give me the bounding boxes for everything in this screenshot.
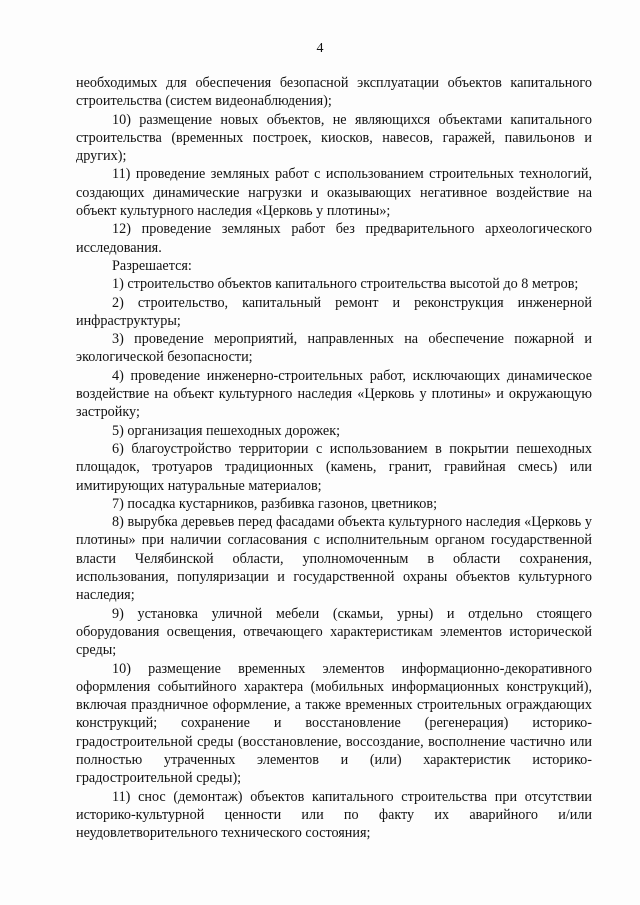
paragraph-allowed-10: 10) размещение временных элементов информационно-декоративного оформления событийного характера (мобильных информационных конструкций), включая праздничное оформление, а также временных строительных ограждающих конструкций; сохранение и восстановление (регенерация) историко-градостроительной среды (восстановление, воссоздание, восполнение частично или полностью утраченных элементов и (или) характеристик историко-градостроительной среды); bbox=[76, 660, 592, 787]
paragraph-prohibited-12: 12) проведение земляных работ без предварительного археологического исследования. bbox=[76, 221, 592, 256]
paragraph-allowed-4: 4) проведение инженерно-строительных работ, исключающих динамическое воздействие на объект культурного наследия «Церковь у плотины» и окружающую застройку; bbox=[76, 367, 592, 421]
paragraph-allowed-9: 9) установка уличной мебели (скамьи, урны) и отдельно стоящего оборудования освещения, отвечающего характеристикам элементов исторической среды; bbox=[76, 605, 592, 659]
paragraph-allowed-3: 3) проведение мероприятий, направленных на обеспечение пожарной и экологической безопасности; bbox=[76, 331, 592, 366]
paragraph-prohibited-10: 10) размещение новых объектов, не являющихся объектами капитального строительства (временных построек, киосков, навесов, гаражей, павильонов и других); bbox=[76, 111, 592, 165]
page-number: 4 bbox=[316, 41, 324, 56]
paragraph-allowed-8: 8) вырубка деревьев перед фасадами объекта культурного наследия «Церковь у плотины» при наличии согласования с исполнительным органом государственной власти Челябинской области, уполномоченным в области сохранения, использования, популяризации и государственной охраны объектов культурного наследия; bbox=[76, 514, 592, 604]
paragraph-continuation: необходимых для обеспечения безопасной эксплуатации объектов капитального строительства (систем видеонаблюдения); bbox=[76, 75, 592, 110]
paragraph-allowed-heading: Разрешается: bbox=[112, 257, 192, 274]
paragraph-allowed-6: 6) благоустройство территории с использованием в покрытии пешеходных площадок, тротуаров традиционных (камень, гранит, гравийная смесь) или имитирующих натуральные материалов; bbox=[76, 440, 592, 494]
paragraph-allowed-2: 2) строительство, капитальный ремонт и реконструкция инженерной инфраструктуры; bbox=[76, 294, 592, 329]
document-body bbox=[76, 74, 592, 842]
paragraph-prohibited-11: 11) проведение земляных работ с использованием строительных технологий, создающих динамические нагрузки и оказывающих негативное воздействие на объект культурного наследия «Церковь у плотины»; bbox=[76, 166, 592, 220]
paragraph-allowed-1: 1) строительство объектов капитального строительства высотой до 8 метров; bbox=[112, 276, 579, 293]
paragraph-allowed-5: 5) организация пешеходных дорожек; bbox=[112, 422, 341, 439]
paragraph-allowed-7: 7) посадка кустарников, разбивка газонов, цветников; bbox=[112, 495, 438, 512]
paragraph-allowed-11: 11) снос (демонтаж) объектов капитального строительства при отсутствии историко-культурной ценности или по факту их аварийного и/или неудовлетворительного технического состояния; bbox=[76, 788, 592, 842]
